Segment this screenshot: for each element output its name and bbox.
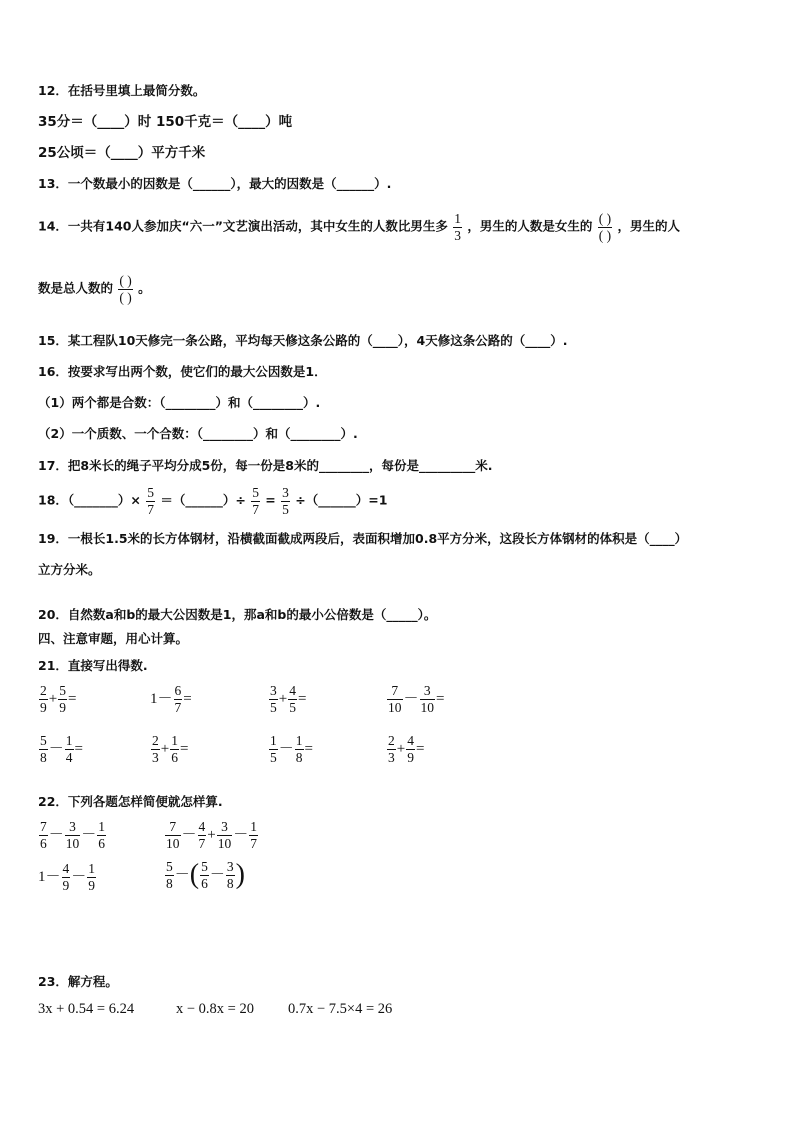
q21-item [150, 734, 188, 764]
fraction: $\frac{3}{10}$ [65, 819, 80, 851]
q18-prefix: 18．（_______）× [38, 492, 141, 508]
q21-item [268, 684, 306, 714]
fraction: $\frac{3}{5}$ [270, 683, 277, 715]
q18-frac-3: $\frac{3}{5}$ [282, 485, 289, 517]
q14-text2: ，男生的人数是女生的 [467, 218, 593, 234]
equals-sign: = [179, 741, 189, 757]
q21-item [38, 684, 76, 714]
left-paren: ( [189, 859, 200, 890]
q21-item [150, 684, 192, 714]
q21-item [268, 734, 313, 764]
lead: 1－ [38, 869, 61, 885]
q19-line1: 19．一根长1.5米的长方体钢材，沿横截面截成两段后，表面积增加0.8平方分米，这段长方体钢材的体积是（____） [38, 531, 688, 546]
q22-title: 22．下列各题怎样简便就怎样算. [38, 794, 223, 809]
fraction: $\frac{6}{7}$ [174, 683, 182, 715]
fraction: $\frac{1}{6}$ [171, 733, 178, 765]
q14-text5: 。 [138, 280, 151, 296]
fraction: $\frac{7}{10}$ [388, 683, 402, 715]
q18-mid2: = [265, 492, 276, 508]
q21-item [38, 734, 83, 764]
lead: 1－ [150, 691, 173, 707]
fraction: $\frac{1}{4}$ [65, 733, 73, 765]
operator: － [48, 827, 64, 843]
fraction: $\frac{2}{9}$ [40, 683, 47, 715]
q21-item [386, 684, 444, 714]
fraction: $\frac{1}{5}$ [270, 733, 277, 765]
q20: 20．自然数a和b的最大公因数是1，那a和b的最小公倍数是（_____）。 [38, 607, 437, 622]
operator: － [48, 741, 64, 757]
fraction: $\frac{1}{8}$ [295, 733, 303, 765]
fraction: $\frac{4}{9}$ [62, 861, 70, 893]
equals-sign: = [74, 741, 83, 757]
q14-text1: 14．一共有140人参加庆“六一”文艺演出活动，其中女生的人数比男生多 [38, 218, 448, 234]
q18-frac-2: $\frac{5}{7}$ [252, 485, 259, 517]
q14-blank-fraction-2[interactable]: $\frac{( )}{( )}$ [119, 273, 132, 305]
q14-line1 [38, 212, 758, 242]
q14-blank-fraction-1[interactable]: $\frac{( )}{( )}$ [598, 211, 612, 243]
equals-sign: = [436, 691, 445, 707]
operator: + [160, 741, 170, 757]
operator: + [278, 691, 288, 707]
operator: － [174, 867, 190, 883]
fraction: $\frac{5}{9}$ [59, 683, 66, 715]
q22-expression-3 [38, 862, 97, 892]
q23-title: 23．解方程。 [38, 974, 118, 989]
fraction: $\frac{2}{3}$ [388, 733, 395, 765]
equals-sign: = [297, 691, 307, 707]
fraction: $\frac{5}{8}$ [166, 859, 173, 891]
q15: 15．某工程队10天修完一条公路，平均每天修这条公路的（____），4天修这条公路的（____）. [38, 333, 568, 348]
q16-title: 16．按要求写出两个数，使它们的最大公因数是1． [38, 364, 327, 379]
q22-expression-1 [38, 820, 107, 850]
q12-line2: 25公顷＝（____）平方千米 [38, 145, 206, 161]
operator: + [396, 741, 406, 757]
fraction: $\frac{3}{10}$ [217, 819, 232, 851]
operator: － [209, 867, 225, 883]
q12-title: 12．在括号里填上最简分数。 [38, 83, 206, 98]
q13: 13．一个数最小的因数是（______），最大的因数是（______）. [38, 176, 392, 191]
q21-title: 21．直接写出得数. [38, 658, 148, 673]
section-4-heading: 四、注意审题，用心计算。 [38, 631, 189, 646]
q12-line1: 35分＝（____）时 150千克＝（____）吨 [38, 114, 293, 130]
fraction: $\frac{1}{7}$ [250, 819, 257, 851]
operator: － [71, 869, 87, 885]
q16-sub2: （2）一个质数、一个合数：（________）和（________）. [38, 426, 358, 441]
fraction: $\frac{3}{8}$ [226, 859, 234, 891]
fraction: $\frac{1}{6}$ [98, 819, 106, 851]
q19-line2: 立方分米。 [38, 562, 101, 577]
q17: 17．把8米长的绳子平均分成5份，每一份是8米的________，每份是_________米. [38, 458, 493, 473]
fraction: $\frac{3}{10}$ [420, 683, 435, 715]
fraction: $\frac{5}{8}$ [40, 733, 47, 765]
q14-line2 [38, 274, 151, 304]
fraction: $\frac{4}{5}$ [289, 683, 296, 715]
operator: － [233, 827, 249, 843]
q18-suffix: ÷（______）=1 [295, 492, 388, 508]
operator: + [48, 691, 58, 707]
q22-expression-4 [164, 860, 245, 890]
fraction: $\frac{1}{9}$ [88, 861, 96, 893]
operator: － [278, 741, 294, 757]
operator: － [403, 691, 419, 707]
fraction: $\frac{2}{3}$ [152, 733, 159, 765]
equals-sign: = [415, 741, 425, 757]
q21-item [386, 734, 424, 764]
fraction: $\frac{7}{10}$ [166, 819, 180, 851]
q14-text3: ，男生的人 [617, 218, 681, 234]
q23-equation-2: x − 0.8x = 20 [176, 1001, 254, 1017]
q18-mid1: ＝（______）÷ [160, 492, 246, 508]
operator: － [181, 827, 197, 843]
right-paren: ) [235, 859, 245, 890]
fraction: $\frac{4}{7}$ [198, 819, 206, 851]
operator: + [207, 827, 216, 843]
fraction: $\frac{4}{9}$ [407, 733, 414, 765]
q22-expression-2 [164, 820, 259, 850]
operator: － [81, 827, 97, 843]
equals-sign: = [304, 741, 313, 757]
equals-sign: = [183, 691, 192, 707]
q14-fraction-one-third: $\frac{1}{3}$ [454, 211, 462, 243]
fraction: $\frac{5}{6}$ [201, 859, 208, 891]
q23-equation-1: 3x + 0.54 = 6.24 [38, 1001, 135, 1017]
q18 [38, 486, 387, 516]
q23-equation-3: 0.7x − 7.5×4 = 26 [288, 1001, 393, 1017]
q18-frac-1: $\frac{5}{7}$ [147, 485, 154, 517]
fraction: $\frac{7}{6}$ [40, 819, 47, 851]
q14-text4: 数是总人数的 [38, 280, 114, 296]
equals-sign: = [67, 691, 77, 707]
q16-sub1: （1）两个都是合数：（________）和（________）. [38, 395, 321, 410]
